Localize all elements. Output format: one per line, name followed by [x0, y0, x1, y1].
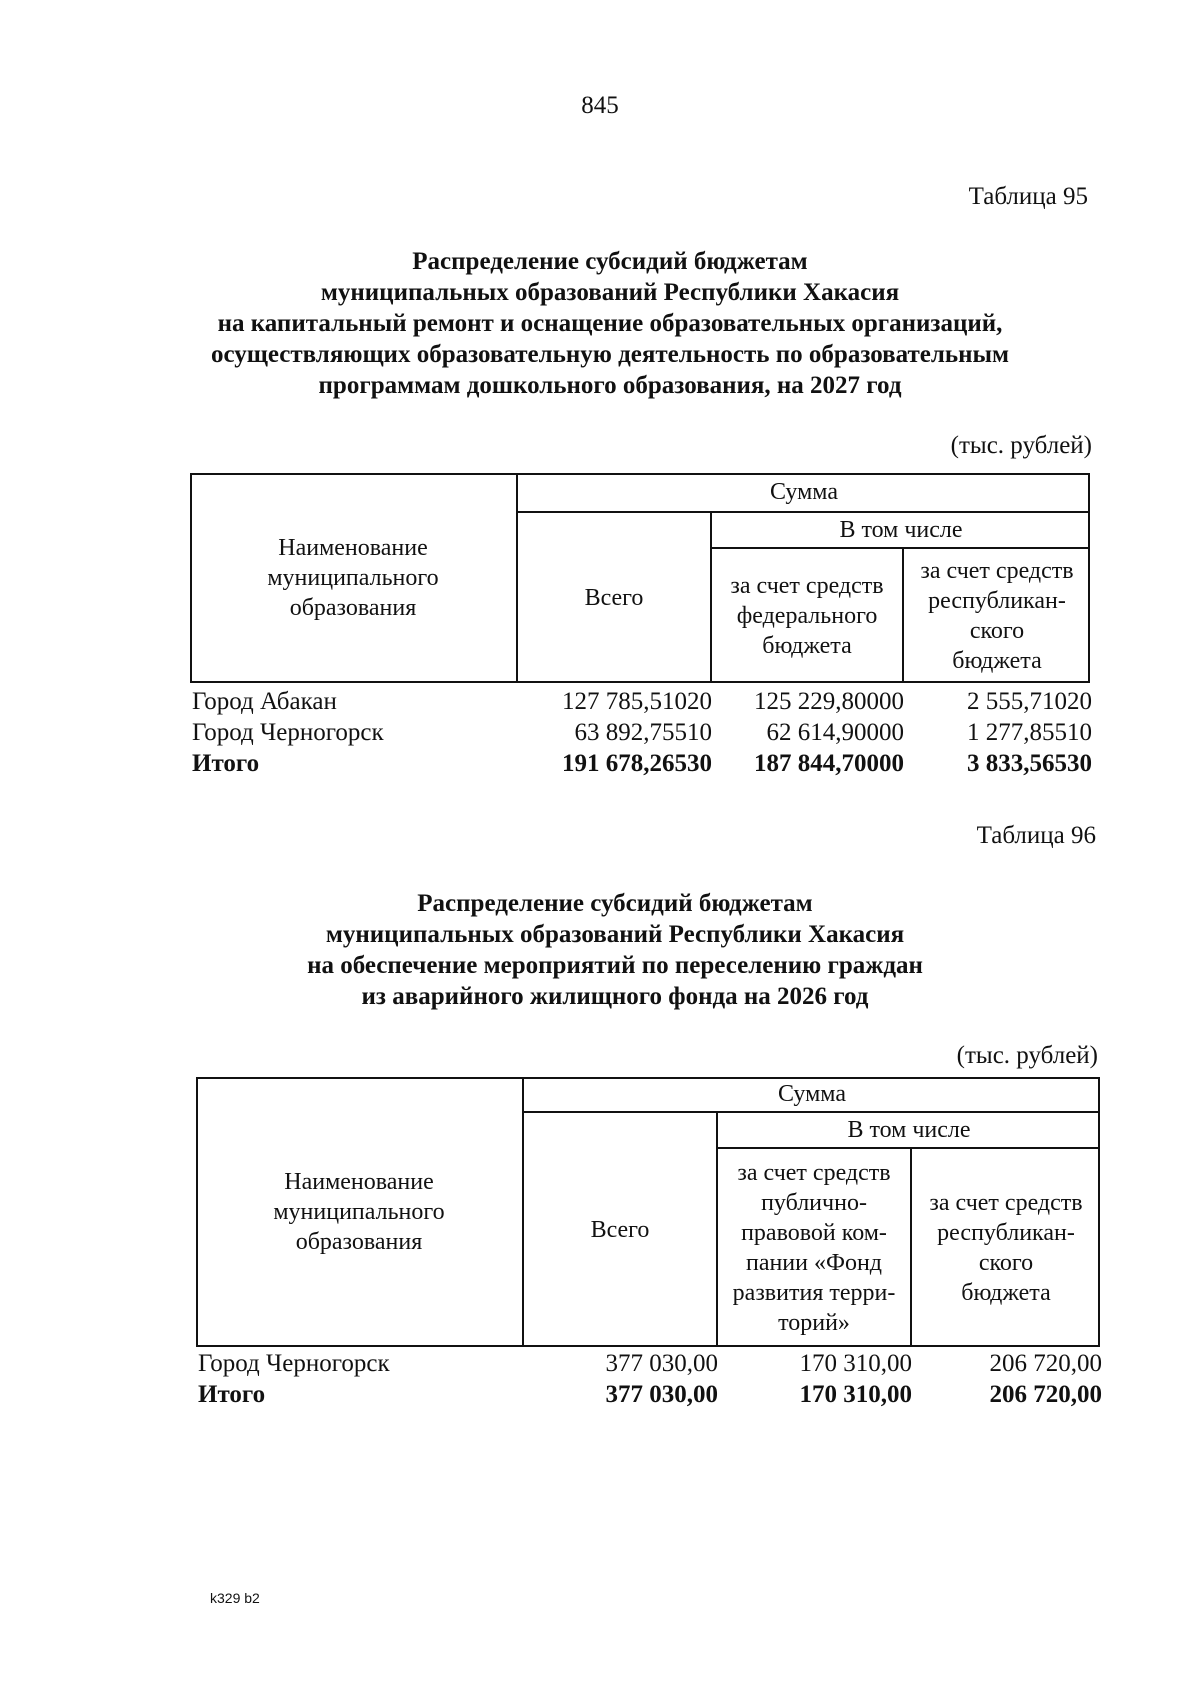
header-republic-cell — [904, 549, 1090, 683]
table-95-title-line: на капитальный ремонт и оснащение образовательных организаций, — [217, 310, 1003, 337]
header-fund-line: публично- — [761, 1190, 867, 1216]
table-96-units: (тыс. рублей) — [956, 1042, 1098, 1069]
table-95-units: (тыс. рублей) — [950, 432, 1092, 459]
table-total-row — [198, 1379, 1102, 1411]
header-sum-cell: Сумма — [524, 1077, 1100, 1113]
table-96-title-line: Распределение субсидий бюджетам — [417, 890, 813, 917]
header-fund-cell — [718, 1149, 912, 1347]
header-federal-line: бюджета — [762, 633, 852, 659]
table-95-label: Таблица 95 — [968, 183, 1088, 210]
table-96-title-line: муниципальных образований Республики Хакасия — [325, 921, 905, 948]
table-total-row — [192, 748, 1092, 780]
header-federal-cell — [712, 549, 904, 683]
table-95-title — [180, 246, 1040, 401]
row-name: Город Абакан — [192, 688, 337, 715]
row-republic: 2 555,71020 — [967, 688, 1092, 715]
header-total-cell: Всего — [518, 513, 712, 683]
header-name-line: образования — [289, 595, 417, 621]
row-name: Город Черногорск — [192, 719, 384, 746]
row-name: Город Черногорск — [198, 1350, 390, 1377]
row-fund: 170 310,00 — [799, 1350, 912, 1377]
row-total: 63 892,75510 — [574, 719, 712, 746]
row-total: 127 785,51020 — [562, 688, 712, 715]
header-republic-line: республикан- — [928, 588, 1066, 614]
header-name-cell — [190, 473, 518, 683]
header-republic-line: ского — [969, 618, 1025, 644]
header-fund-line: развития терри- — [732, 1280, 896, 1306]
header-fund-line: торий» — [778, 1310, 850, 1336]
table-96-header — [196, 1077, 1100, 1347]
header-name-cell — [196, 1077, 524, 1347]
row-name: Итого — [192, 750, 260, 777]
table-96-title-line: из аварийного жилищного фонда на 2026 год — [361, 983, 869, 1010]
header-name-line: муниципального — [273, 1199, 445, 1225]
table-row — [192, 717, 1092, 749]
row-federal: 125 229,80000 — [754, 688, 904, 715]
table-95-title-line: осуществляющих образовательную деятельность по образовательным — [210, 341, 1010, 368]
row-total: 377 030,00 — [605, 1350, 718, 1377]
header-including-cell: В том числе — [718, 1113, 1100, 1149]
row-republic: 3 833,56530 — [967, 750, 1092, 777]
header-republic-line: бюджета — [961, 1280, 1051, 1306]
header-republic-cell — [912, 1149, 1100, 1347]
header-republic-line: республикан- — [937, 1220, 1075, 1246]
row-total: 191 678,26530 — [562, 750, 712, 777]
header-sum-cell: Сумма — [518, 473, 1090, 513]
header-including-cell: В том числе — [712, 513, 1090, 549]
row-total: 377 030,00 — [605, 1381, 718, 1408]
header-federal-line: федерального — [736, 603, 878, 629]
header-fund-line: правовой ком- — [741, 1220, 887, 1246]
table-95-title-line: Распределение субсидий бюджетам — [412, 248, 808, 275]
header-name-line: образования — [295, 1229, 423, 1255]
row-fund: 170 310,00 — [799, 1381, 912, 1408]
header-republic-line: за счет средств — [929, 1190, 1083, 1216]
row-republic: 206 720,00 — [989, 1350, 1102, 1377]
header-name-line: Наименование — [278, 535, 428, 561]
header-name-line: Наименование — [284, 1169, 434, 1195]
table-row — [198, 1348, 1102, 1380]
header-federal-line: за счет средств — [730, 573, 884, 599]
header-name-line: муниципального — [267, 565, 439, 591]
header-fund-line: пании «Фонд — [745, 1250, 883, 1276]
table-96-label: Таблица 96 — [976, 822, 1096, 849]
table-96-title — [200, 888, 1030, 1012]
row-republic: 206 720,00 — [989, 1381, 1102, 1408]
header-republic-line: бюджета — [952, 648, 1042, 674]
header-total-cell: Всего — [524, 1113, 718, 1347]
table-95-title-line: программам дошкольного образования, на 2027 год — [318, 372, 902, 399]
table-96-title-line: на обеспечение мероприятий по переселению граждан — [307, 952, 923, 979]
row-federal: 62 614,90000 — [766, 719, 904, 746]
header-republic-line: за счет средств — [920, 558, 1074, 584]
row-federal: 187 844,70000 — [754, 750, 904, 777]
table-row — [192, 686, 1092, 718]
table-95-header — [190, 473, 1090, 683]
table-95-title-line: муниципальных образований Республики Хакасия — [320, 279, 900, 306]
footer-code: k329 b2 — [210, 1590, 260, 1606]
row-name: Итого — [198, 1381, 266, 1408]
row-republic: 1 277,85510 — [967, 719, 1092, 746]
page-number: 845 — [581, 92, 619, 119]
header-fund-line: за счет средств — [737, 1160, 891, 1186]
header-republic-line: ского — [978, 1250, 1034, 1276]
